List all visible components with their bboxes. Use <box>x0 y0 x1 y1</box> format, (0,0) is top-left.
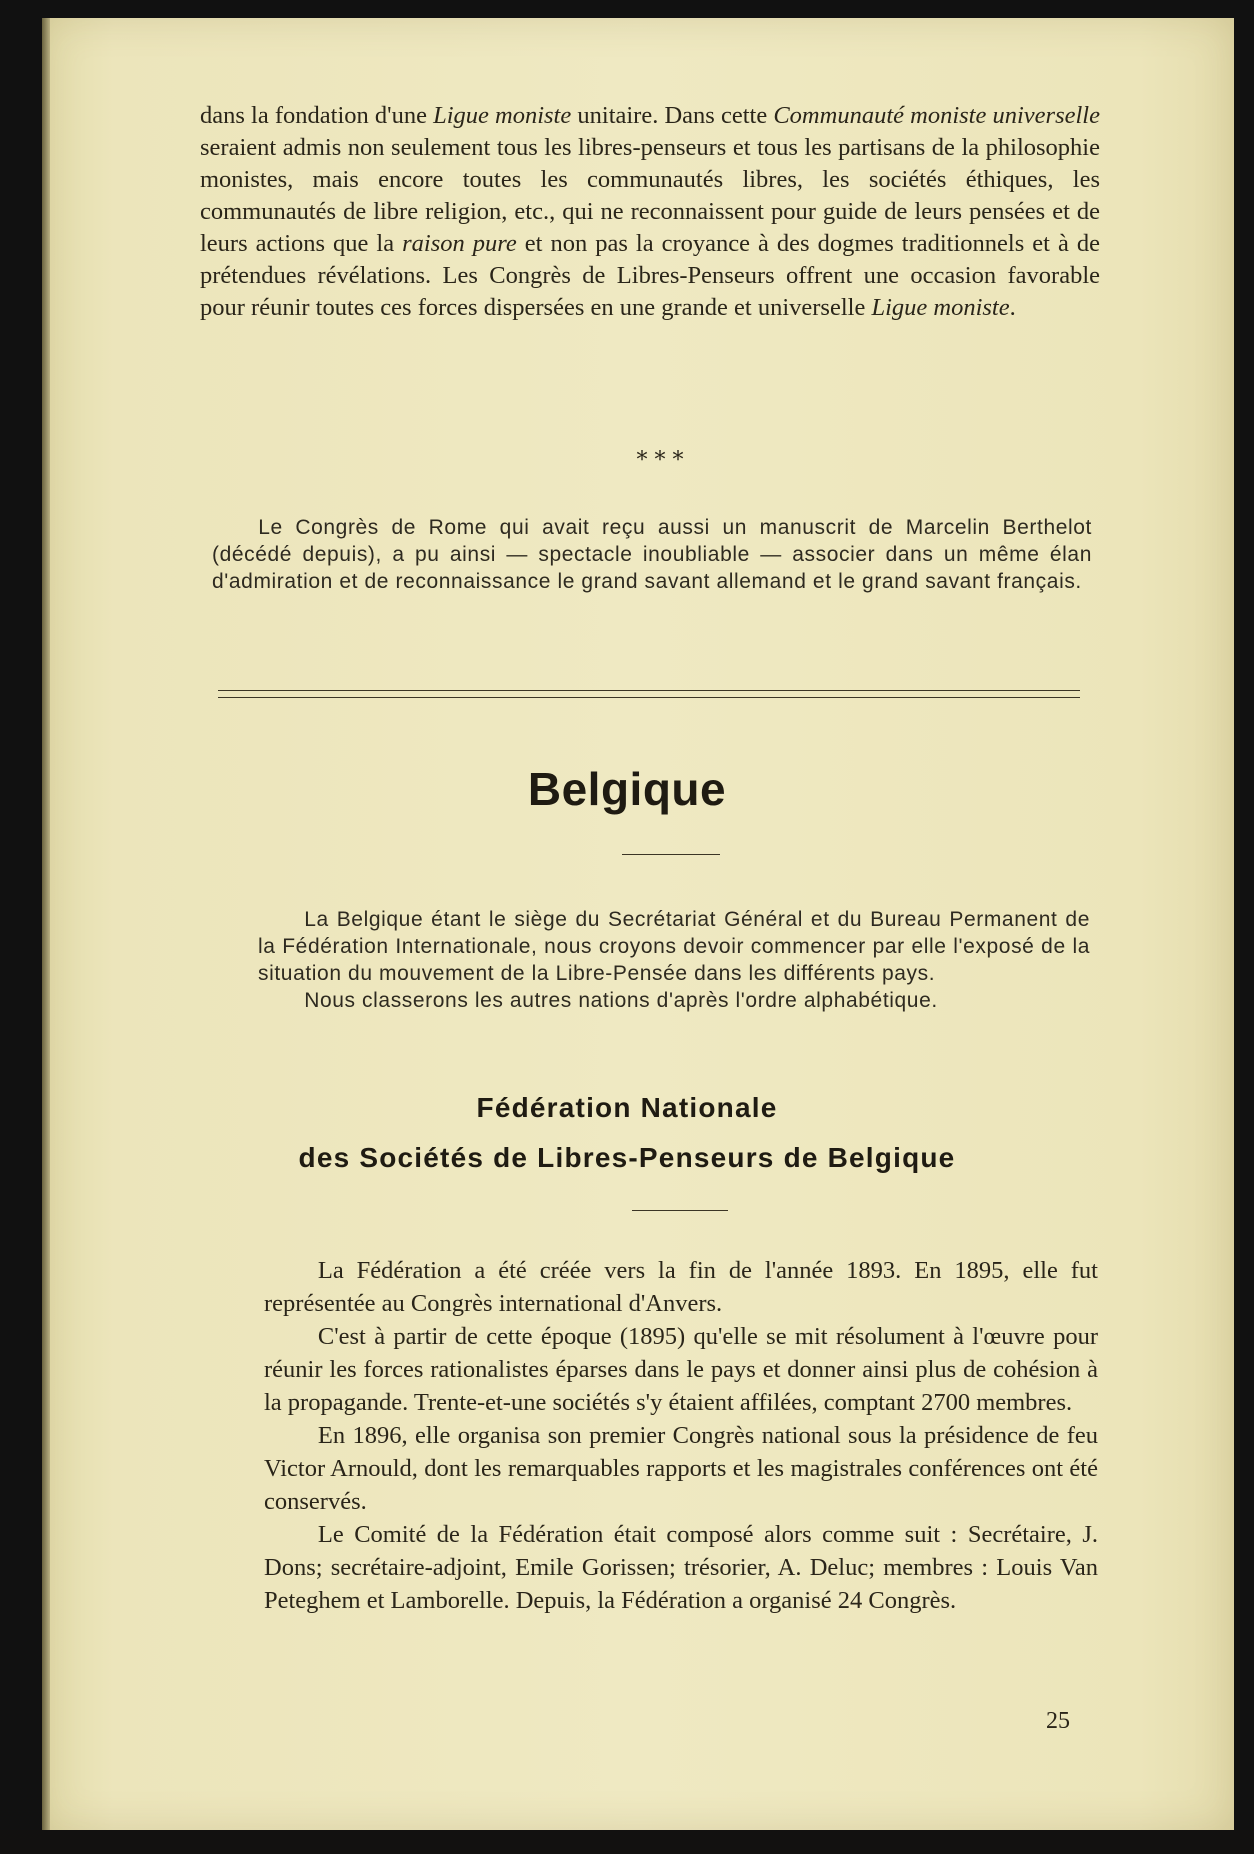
federation-paragraph: Le Comité de la Fédération était composé alors comme suit : Secrétaire, J. Dons; secrétaire-adjoint, Emile Gorissen; trésorier, A. Deluc; membres : Louis Van Peteghem et Lamborelle. Depuis, la Fédération a organisé 24 Congrès. <box>264 1521 1098 1614</box>
section-title: Belgique <box>527 763 727 815</box>
intro-paragraph-order: Nous classerons les autres nations d'après l'ordre alphabétique. <box>304 989 938 1012</box>
italic-run: Ligue moniste <box>433 102 572 129</box>
federation-paragraph: En 1896, elle organisa son premier Congrès national sous la présidence de feu Victor Arnould, dont les remarquables rapports et les magistrales conférences ont été conservés. <box>264 1422 1098 1515</box>
asterism-separator: * * * <box>636 448 684 473</box>
text-run: dans la fondation d'une <box>200 102 434 129</box>
text-run: unitaire. Dans cette <box>571 102 774 129</box>
italic-run: Communauté moniste universelle <box>773 102 1100 129</box>
subsection-title-line1: Fédération Nationale <box>476 1092 778 1123</box>
intro-block <box>258 906 1090 1014</box>
text-run: . <box>1009 294 1016 321</box>
page-number: 25 <box>1046 1708 1070 1734</box>
section-rule-bottom <box>218 697 1080 698</box>
italic-run: raison pure <box>402 230 517 257</box>
scan-bottom-edge <box>0 1830 1254 1854</box>
binding-gutter <box>42 18 50 1830</box>
section-rule-top <box>218 690 1080 691</box>
federation-paragraph: La Fédération a été créée vers la fin de l'année 1893. En 1895, elle fut représentée au Congrès international d'Anvers. <box>264 1257 1098 1317</box>
subsection-underline <box>632 1210 728 1211</box>
text-run: seraient admis non seulement tous les libres-penseurs et tous les partisans de la philosophie monistes, mais encore toutes les communautés libres, les sociétés éthiques, les communautés de libre religion, etc., qui ne reconnaissent pour guide de leurs pensées et de leurs actions que la <box>200 134 1100 257</box>
italic-run: Ligue moniste <box>871 294 1010 321</box>
text-run: et non pas la croyance à des dogmes traditionnels et à de prétendues révélations. Les Congrès de Libres-Penseurs offrent une occasion favorable pour réunir toutes ces forces dispersées en une grande et universelle <box>200 230 1100 321</box>
federation-paragraph: C'est à partir de cette époque (1895) qu'elle se mit résolument à l'œuvre pour réunir les forces rationalistes éparses dans le pays et donner ainsi plus de cohésion à la propagande. Trente-et-une sociétés s'y étaient affilées, comptant 2700 membres. <box>264 1323 1098 1416</box>
intro-paragraph: La Belgique étant le siège du Secrétariat Général et du Bureau Permanent de la Fédération Internationale, nous croyons devoir commencer par elle l'exposé de la situation du mouvement de la Libre-Pensée dans les différents pays. <box>258 908 1090 985</box>
federation-history <box>264 1254 1098 1617</box>
rome-congress-paragraph <box>212 514 1092 595</box>
title-underline <box>622 854 720 855</box>
top-paragraph <box>200 100 1100 324</box>
rome-paragraph-text: Le Congrès de Rome qui avait reçu aussi un manuscrit de Marcelin Berthelot (décédé depuis), a pu ainsi — spectacle inoubliable — associer dans un même élan d'admiration et de reconnaissance le grand savant allemand et le grand savant français. <box>212 516 1092 593</box>
subsection-title-line2: des Sociétés de Libres-Penseurs de Belgique <box>298 1142 956 1173</box>
